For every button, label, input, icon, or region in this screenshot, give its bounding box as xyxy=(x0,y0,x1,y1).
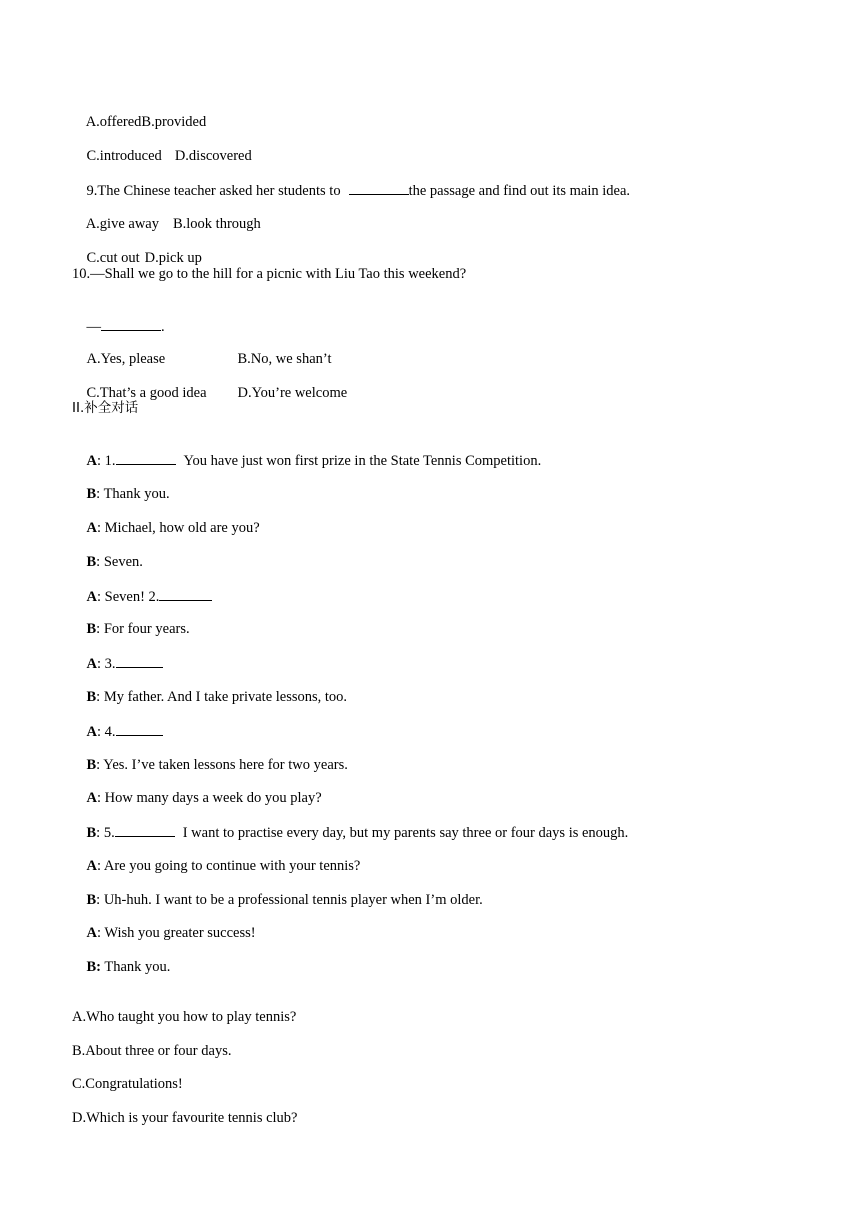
speaker-label: B xyxy=(86,757,97,773)
q9-stem-before: 9.The Chinese teacher asked her students to xyxy=(86,183,341,199)
q10-option-a: A.Yes, please xyxy=(86,351,166,367)
q8-option-d: D.discovered xyxy=(174,148,252,164)
speaker-label: A xyxy=(86,858,97,874)
q9-answer-blank[interactable] xyxy=(349,181,409,195)
q10-answer-prefix: — xyxy=(86,319,101,335)
dialogue-text: Thank you. xyxy=(104,959,171,975)
q10-stem: 10.—Shall we go to the hill for a picnic with Liu Tao this weekend? xyxy=(72,266,467,282)
option-a: A.Who taught you how to play tennis? xyxy=(72,1009,297,1025)
q8-option-c: C.introduced xyxy=(86,148,162,164)
answer-blank-5[interactable] xyxy=(115,823,175,837)
dialogue-line-2: B: Thank you. xyxy=(86,486,170,502)
answer-blank-3[interactable] xyxy=(116,654,163,668)
speaker-label: B xyxy=(86,554,97,570)
dialogue-text: Yes. I’ve taken lessons here for two years. xyxy=(103,757,348,773)
dialogue-line-10: B: Yes. I’ve taken lessons here for two years. xyxy=(86,757,348,773)
dialogue-text: How many days a week do you play? xyxy=(104,790,322,806)
speaker-label: A xyxy=(86,790,97,806)
speaker-label: B xyxy=(86,959,97,975)
dialogue-line-4: B: Seven. xyxy=(86,554,143,570)
q10-option-d: D.You’re welcome xyxy=(237,385,348,401)
dialogue-line-14: B: Uh-huh. I want to be a professional tennis player when I’m older. xyxy=(86,892,483,908)
blank-number: 5. xyxy=(103,825,115,841)
dialogue-text: Seven! xyxy=(104,589,149,605)
answer-blank-2[interactable] xyxy=(159,587,212,601)
dialogue-line-1: A: 1. You have just won first prize in the State Tennis Competition. xyxy=(86,453,542,469)
speaker-label: B xyxy=(86,621,97,637)
speaker-label: A xyxy=(86,453,97,469)
speaker-label: A xyxy=(86,520,97,536)
dialogue-text: Thank you. xyxy=(103,486,170,502)
section2-heading: II.补全对话 xyxy=(72,400,139,416)
dialogue-line-11: A: How many days a week do you play? xyxy=(86,790,322,806)
dialogue-text: I want to practise every day, but my parents say three or four days is enough. xyxy=(182,825,629,841)
speaker-label: B xyxy=(86,486,97,502)
dialogue-text: You have just won first prize in the State Tennis Competition. xyxy=(183,453,542,469)
dialogue-text: Uh-huh. I want to be a professional tennis player when I’m older. xyxy=(103,892,483,908)
blank-number: 2. xyxy=(148,589,160,605)
option-b: B.About three or four days. xyxy=(72,1043,232,1059)
q8-option-b: B.provided xyxy=(141,114,207,130)
dialogue-text: Seven. xyxy=(103,554,143,570)
speaker-label: A xyxy=(86,589,97,605)
option-c: C.Congratulations! xyxy=(72,1076,183,1092)
dialogue-line-8: B: My father. And I take private lessons, too. xyxy=(86,689,348,705)
dialogue-line-6: B: For four years. xyxy=(86,621,190,637)
q10-answer-suffix: . xyxy=(161,319,165,335)
dialogue-text: Michael, how old are you? xyxy=(104,520,260,536)
q9-option-d: D.pick up xyxy=(144,250,202,266)
speaker-label: A xyxy=(86,656,97,672)
q8-option-a: A.offered xyxy=(85,114,142,130)
blank-number: 1. xyxy=(104,453,116,469)
blank-number: 3. xyxy=(104,656,116,672)
dialogue-line-16: B: Thank you. xyxy=(86,959,171,975)
dialogue-line-5: A: Seven! 2. xyxy=(72,569,212,624)
dialogue-text: Wish you greater success! xyxy=(104,925,256,941)
dialogue-line-3: A: Michael, how old are you? xyxy=(86,520,260,536)
dialogue-text: Are you going to continue with your tennis? xyxy=(103,858,361,874)
dialogue-line-12: B: 5. I want to practise every day, but my parents say three or four days is enough. xyxy=(86,825,629,841)
speaker-label: B xyxy=(86,825,97,841)
speaker-label: B xyxy=(86,689,97,705)
dialogue-text: For four years. xyxy=(103,621,190,637)
q9-option-a: A.give away xyxy=(85,216,159,232)
q10-option-b: B.No, we shan’t xyxy=(237,351,332,367)
speaker-label: B xyxy=(86,892,97,908)
q9-stem-after: the passage and find out its main idea. xyxy=(408,183,631,199)
q10-answer-blank[interactable] xyxy=(101,317,161,331)
option-d: D.Which is your favourite tennis club? xyxy=(72,1110,298,1126)
dialogue-line-7: A: 3. xyxy=(72,636,163,691)
dialogue-line-15: A: Wish you greater success! xyxy=(86,925,256,941)
q9-option-b: B.look through xyxy=(172,216,261,232)
blank-number: 4. xyxy=(104,724,116,740)
speaker-label: A xyxy=(86,724,97,740)
dialogue-line-9: A: 4. xyxy=(72,704,163,759)
q9-option-c: C.cut out xyxy=(86,250,140,266)
dialogue-line-13: A: Are you going to continue with your tennis? xyxy=(86,858,361,874)
answer-blank-4[interactable] xyxy=(116,722,163,736)
answer-blank-1[interactable] xyxy=(116,451,176,465)
speaker-label: A xyxy=(86,925,97,941)
dialogue-text: My father. And I take private lessons, too. xyxy=(103,689,348,705)
q10-option-c: C.That’s a good idea xyxy=(86,385,207,401)
